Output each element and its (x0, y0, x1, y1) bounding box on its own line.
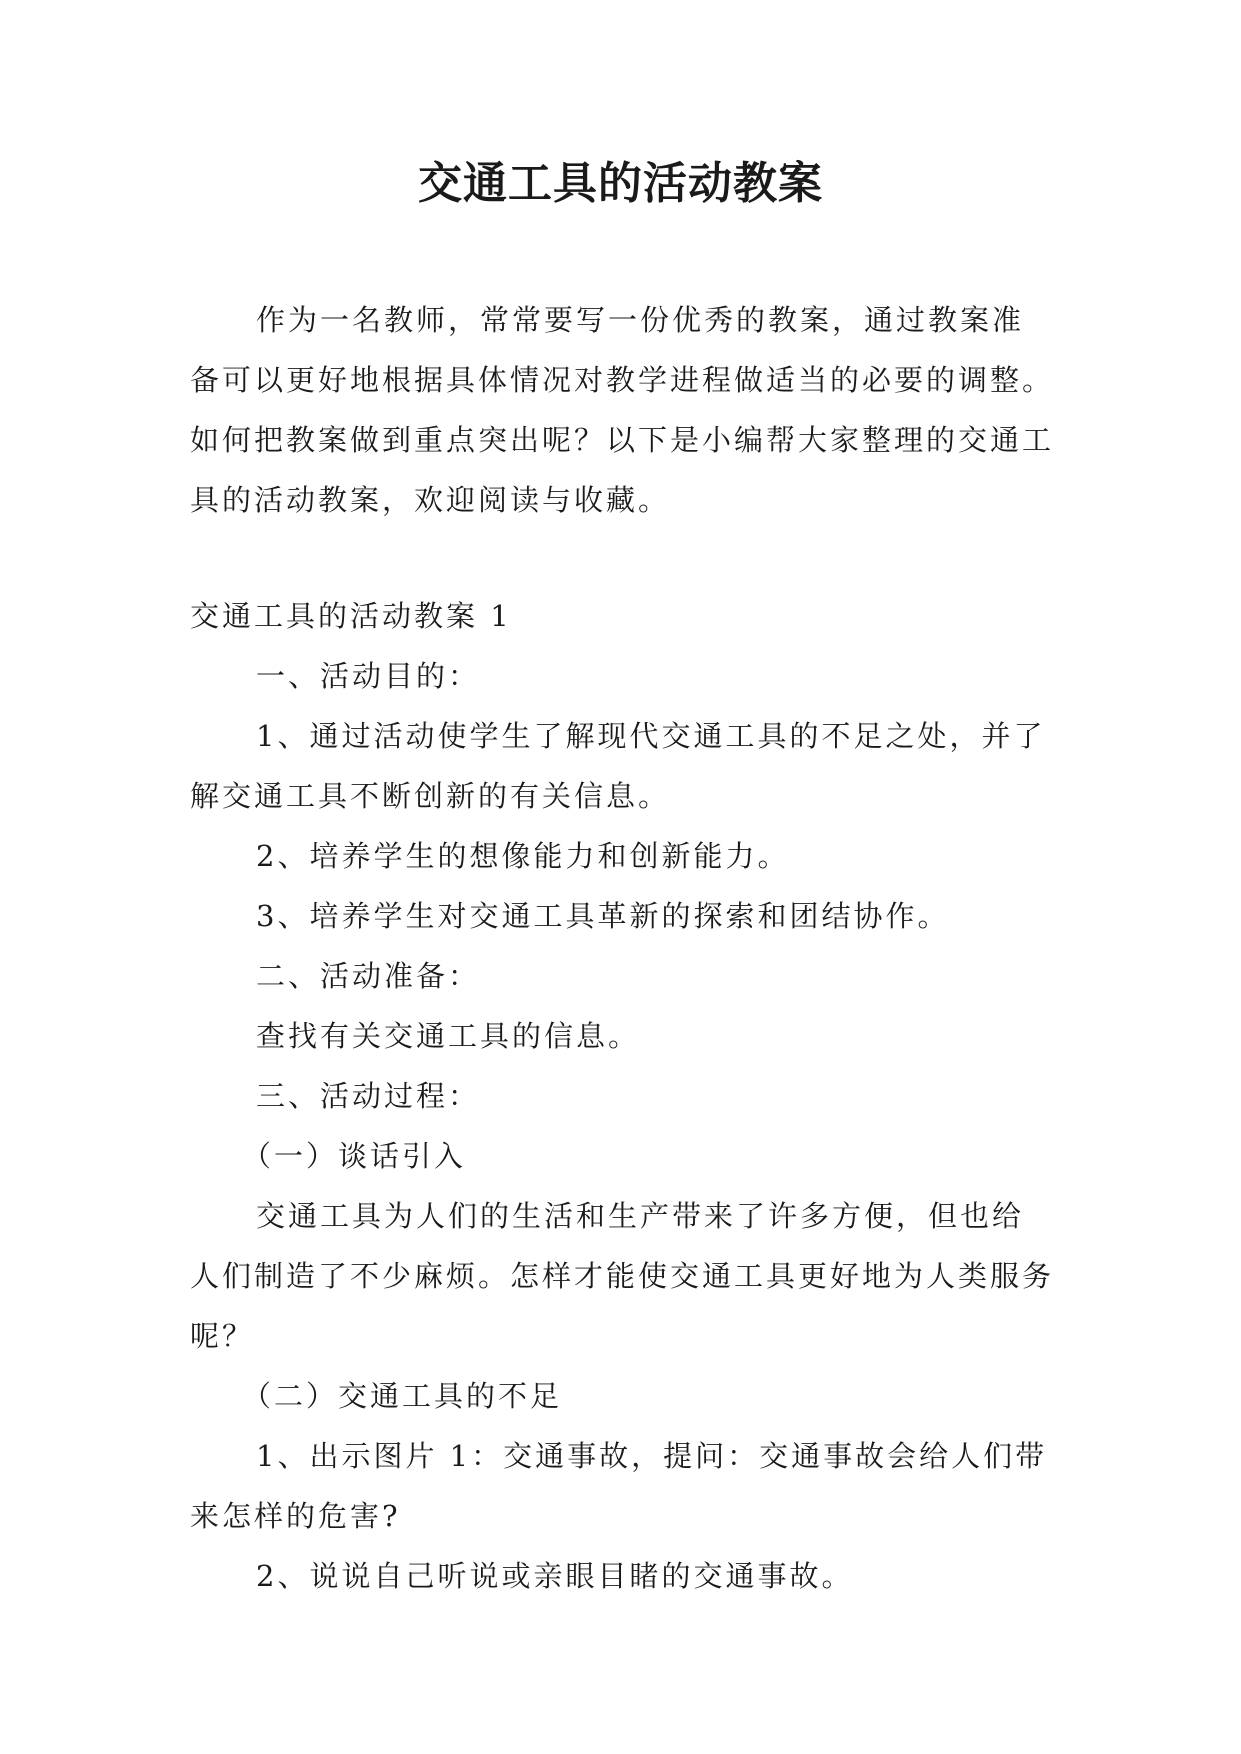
goal-item-3: 3、培养学生对交通工具革新的探索和团结协作。 (256, 899, 950, 933)
preparation-text: 查找有关交通工具的信息。 (256, 1019, 641, 1053)
heading-activity-goal: 一、活动目的： (256, 659, 481, 693)
document-title: 交通工具的活动教案 (418, 158, 823, 209)
subheading-intro-talk: （一）谈话引入 (242, 1139, 467, 1173)
goal-item-1: 1、通过活动使学生了解现代交通工具的不足之处，并了解交通工具不断创新的有关信息。 (190, 719, 1046, 813)
document-body (190, 290, 1054, 1606)
shortcoming-item-1: 1、出示图片 1：交通事故，提问：交通事故会给人们带来怎样的危害? (190, 1439, 1048, 1533)
goal-item-2: 2、培养学生的想像能力和创新能力。 (256, 839, 790, 873)
subheading-shortcomings: （二）交通工具的不足 (242, 1379, 563, 1413)
intro-talk-text: 交通工具为人们的生活和生产带来了许多方便，但也给人们制造了不少麻烦。怎样才能使交通工具更好地为人类服务呢？ (190, 1199, 1055, 1353)
intro-paragraph: 作为一名教师，常常要写一份优秀的教案，通过教案准备可以更好地根据具体情况对教学进程做适当的必要的调整。如何把教案做到重点突出呢？以下是小编帮大家整理的交通工具的活动教案，欢迎阅读与收藏。 (190, 303, 1055, 517)
section-heading: 交通工具的活动教案 1 (190, 599, 512, 633)
shortcoming-item-2: 2、说说自己听说或亲眼目睹的交通事故。 (256, 1559, 854, 1593)
heading-activity-preparation: 二、活动准备： (256, 959, 481, 993)
heading-activity-process: 三、活动过程： (256, 1079, 481, 1113)
